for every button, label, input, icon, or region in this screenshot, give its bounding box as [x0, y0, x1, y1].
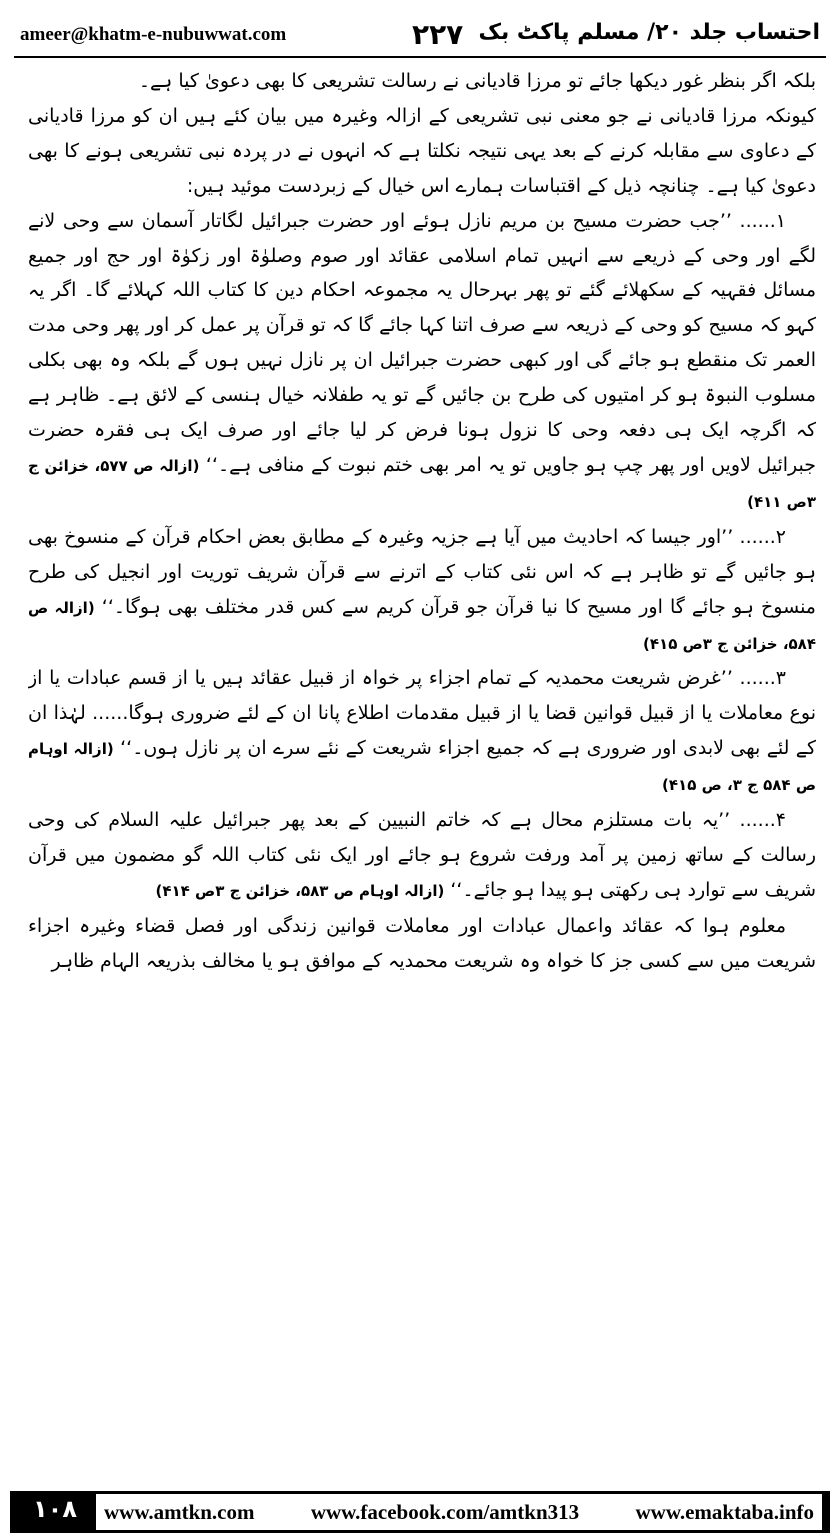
- quote-4-reference: (ازالہ اوہام ص ۵۸۳، خزائن ج ۳ص ۴۱۴): [155, 881, 445, 900]
- quote-1-reference: (ازالہ ص ۵۷۷، خزائن ج ۳ص ۴۱۱): [28, 456, 816, 511]
- quote-3: [28, 661, 816, 803]
- quote-4-text: ۴...... ’’یہ بات مستلزم محال ہے کہ خاتم النبیین کے بعد پھر جبرائیل علیہ السلام کی وحی رسالت کے ساتھ زمین پر آمد ورفت شروع ہو جائے اور ایک نئی کتاب اللہ گو مضمون میں قرآن شریف سے توارد ہی رکھتی ہو پیدا ہو جائے۔‘‘: [28, 809, 816, 901]
- footer-page-number: ۱۰۸: [33, 1495, 77, 1523]
- quote-3-reference: (ازالہ اوہام ص ۵۸۴ ج ۳، ص ۴۱۵): [28, 740, 816, 795]
- quote-2-text: ۲...... ’’اور جیسا کہ احادیث میں آیا ہے جزیہ وغیرہ کے مطابق بعض احکام قرآن کے منسوخ بھی ہو جائیں گے تو ظاہر ہے کہ اس نئی کتاب کے اترنے سے قرآن شریف توریت اور انجیل کی طرح منسوخ ہو جائے گا اور مسیح کا نیا قرآن جو قرآن کریم سے کس قدر مختلف بھی ہوگا۔‘‘: [28, 525, 816, 618]
- page-header: [14, 12, 826, 56]
- footer-link-emaktaba[interactable]: www.emaktaba.info: [635, 1499, 814, 1524]
- header-email: ameer@khatm-e-nubuwwat.com: [20, 24, 287, 45]
- footer-links: [96, 1491, 822, 1533]
- paragraph-1: بلکہ اگر بنظر غور دیکھا جائے تو مرزا قادیانی نے رسالت تشریعی کا بھی دعویٰ کیا ہے۔: [138, 70, 816, 92]
- paragraph-2: کیونکہ مرزا قادیانی نے جو معنی نبی تشریعی کے ازالہ وغیرہ میں بیان کئے ہیں ان کو مرزا قادیانی کے دعاوی سے مقابلہ کرنے کے بعد یہی نتیجہ نکلتا ہے کہ انہوں نے در پردہ نبی تشریعی ہونے کا بھی دعویٰ کیا ہے۔ چنانچہ ذیل کے اقتباسات ہمارے اس خیال کے زبردست موئید ہیں:: [28, 104, 816, 197]
- quote-2: [28, 520, 816, 662]
- quote-3-text: ۳...... ’’غرض شریعت محمدیہ کے تمام اجزاء پر خواہ از قبیل عقائد ہیں یا از قسم عبادات یا از نوع معاملات یا از قبیل قوانین قضا یا از قبیل مقدمات اطلاع پانا ان کے لئے ضروری ہوگا...... لہٰذا ان کے لئے بھی لابدی اور ضروری ہے کہ جمیع اجزاء شریعت کے نئے سرے ان پر نازل ہوں۔‘‘: [28, 667, 816, 760]
- page-footer: [10, 1491, 830, 1533]
- quote-1: [28, 204, 816, 520]
- footer-link-facebook[interactable]: www.facebook.com/amtkn313: [310, 1499, 580, 1524]
- quote-4: [28, 803, 816, 909]
- quote-1-text: ۱...... ’’جب حضرت مسیح بن مریم نازل ہوئے اور حضرت جبرائیل لگاتار آسمان سے وحی لانے لگے اور وحی کے ذریعے سے انہیں تمام اسلامی عقائد اور صوم وصلوٰۃ اور زکوٰۃ اور حج اور جمیع مسائل فقہیہ کے سکھلائے گئے تو پھر بہرحال یہ مجموعہ احکام دین کا کتاب اللہ کہلائے گا۔ اگر یہ کہو کہ مسیح کو وحی کے ذریعہ سے صرف اتنا کہا جائے گا کہ تو قرآن پر عمل کر اور پھر وحی مدت العمر تک منقطع ہو جائے گی اور کبھی حضرت جبرائیل ان پر نازل نہیں ہوں گے بلکہ وہ بھی بکلی مسلوب النبوۃ ہو کر امتیوں کی طرح بن جائیں گے تو یہ طفلانہ خیال ہنسی کے لائق ہے۔ ظاہر ہے کہ اگرچہ ایک ہی دفعہ وحی کا نزول ہونا فرض کر لیا جائے اور صرف ایک ہی فقرہ حضرت جبرائیل لاویں اور پھر چپ ہو جاویں تو یہ امر بھی ختم نبوت کے منافی ہے۔‘‘: [28, 209, 816, 476]
- quote-2-reference: (ازالہ ص ۵۸۴، خزائن ج ۳ص ۴۱۵): [28, 598, 816, 653]
- footer-link-amtkn[interactable]: www.amtkn.com: [104, 1499, 255, 1524]
- header-divider: [14, 56, 826, 58]
- header-page-number: ۲۲۷: [412, 18, 464, 51]
- paragraph-last: معلوم ہوا کہ عقائد واعمال عبادات اور معاملات قوانین زندگی اور فصل قضاء وغیرہ اجزاء شریعت میں سے کسی جز کا خواہ وہ شریعت محمدیہ کے موافق ہو یا مخالف بذریعہ الہام ظاہر: [28, 914, 816, 972]
- body-text: [28, 64, 816, 1464]
- header-book-title: احتساب جلد ۲۰/ مسلم پاکٹ بک: [478, 20, 820, 45]
